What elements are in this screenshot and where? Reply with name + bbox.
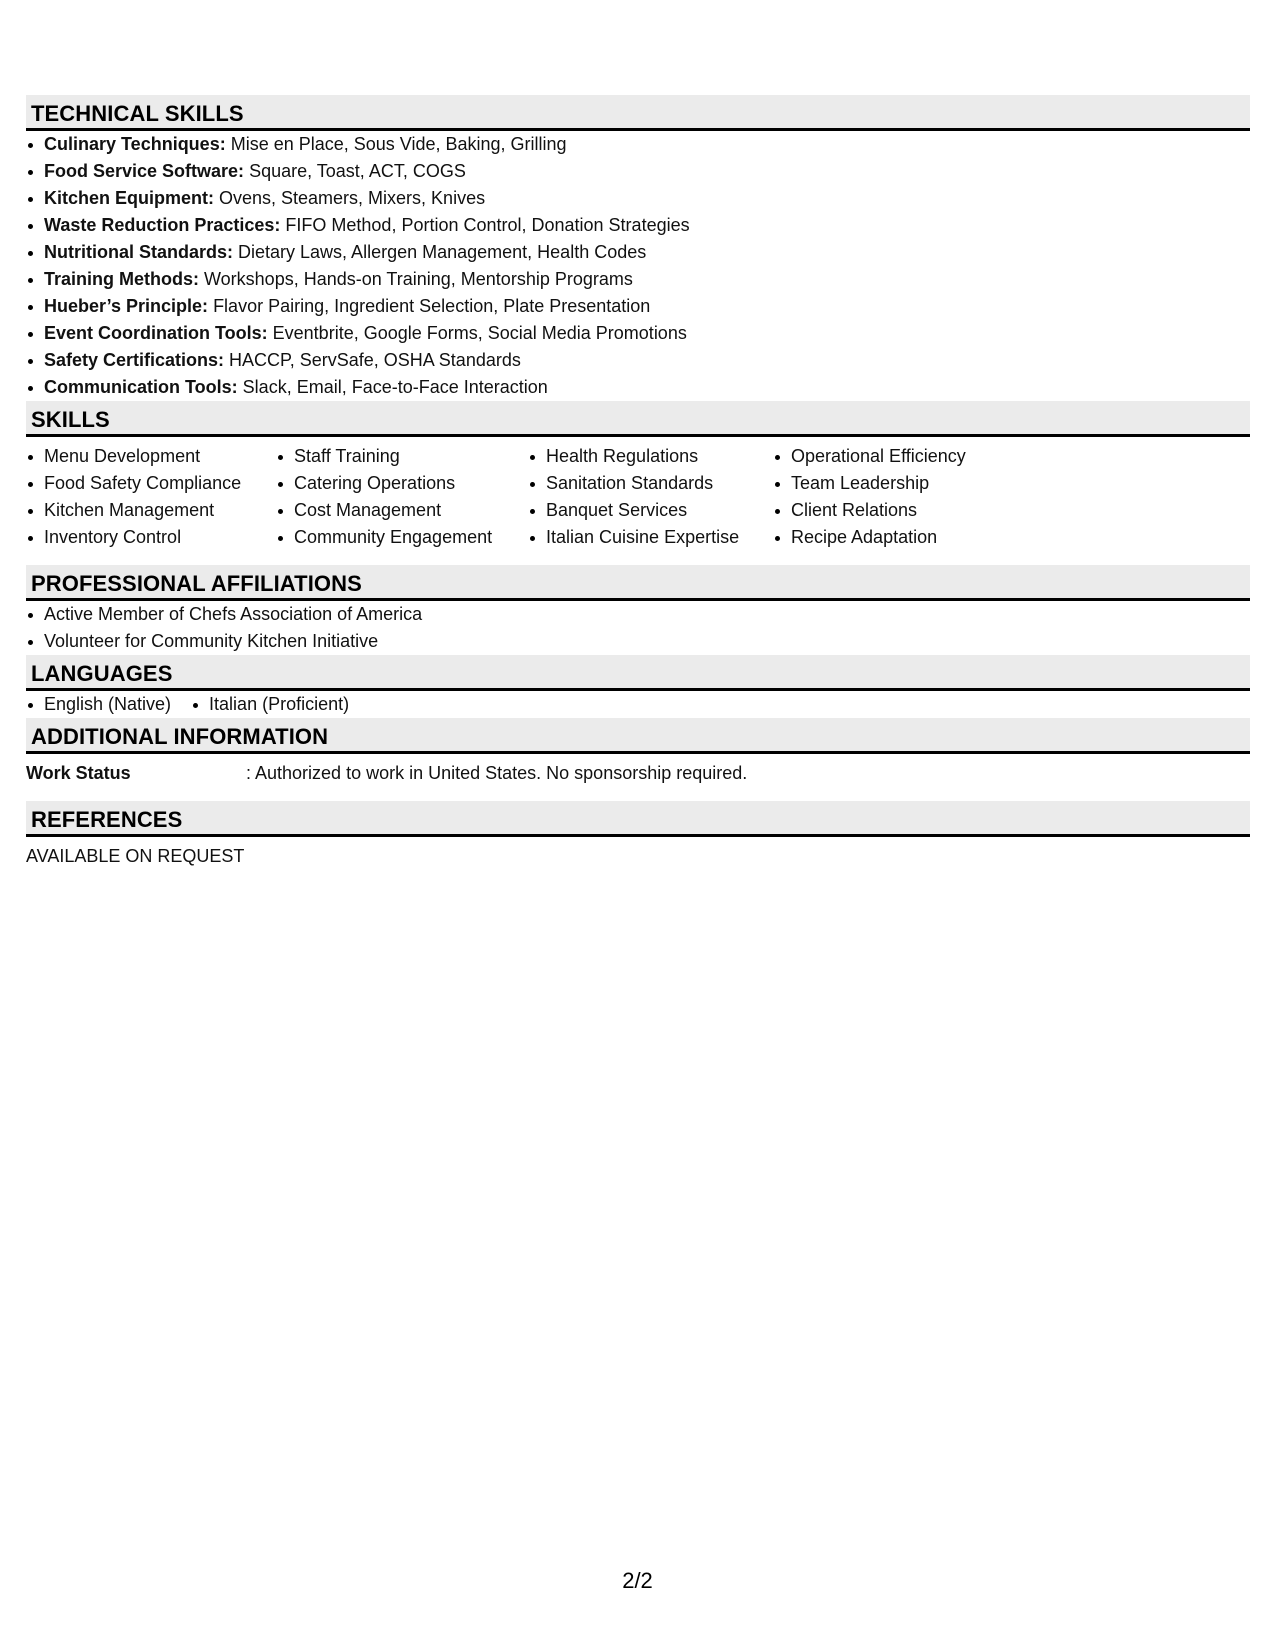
list-item: Sanitation Standards [528,470,773,497]
list-item [26,293,1250,320]
skills-grid [26,437,1250,565]
list-item: Active Member of Chefs Association of America [26,601,1250,628]
work-status-label: Work Status [26,763,131,783]
skill-detail: Slack, Email, Face-to-Face Interaction [237,377,548,397]
list-item [26,239,1250,266]
list-item: Staff Training [276,443,528,470]
skill-detail: Eventbrite, Google Forms, Social Media Promotions [267,323,687,343]
references-text: AVAILABLE ON REQUEST [26,846,245,866]
list-item: Recipe Adaptation [773,524,1033,551]
skills-column [276,443,528,551]
section-heading: ADDITIONAL INFORMATION [26,718,1250,754]
list-item: Catering Operations [276,470,528,497]
list-item: Kitchen Management [26,497,276,524]
skill-term: Event Coordination Tools: [44,323,268,343]
skill-detail: Workshops, Hands-on Training, Mentorship Programs [199,269,633,289]
list-item: Operational Efficiency [773,443,1033,470]
skill-term: Kitchen Equipment: [44,188,214,208]
list-item [26,158,1250,185]
skill-term: Communication Tools: [44,377,238,397]
languages-list [26,691,1250,718]
technical-skills-section [26,95,1250,401]
list-item [26,374,1250,401]
list-item: Food Safety Compliance [26,470,276,497]
skills-column [528,443,773,551]
work-status-row [26,754,1250,801]
list-item: Volunteer for Community Kitchen Initiative [26,628,1250,655]
skill-detail: Square, Toast, ACT, COGS [244,161,466,181]
skill-term: Waste Reduction Practices: [44,215,281,235]
list-item [26,320,1250,347]
section-heading: REFERENCES [26,801,1250,837]
list-item [26,347,1250,374]
resume-page [26,95,1250,870]
skill-term: Hueber’s Principle: [44,296,209,316]
references-section [26,801,1250,870]
additional-info-section [26,718,1250,801]
list-item: Health Regulations [528,443,773,470]
list-item [26,266,1250,293]
skill-term: Training Methods: [44,269,199,289]
skill-term: Culinary Techniques: [44,134,226,154]
section-heading: TECHNICAL SKILLS [26,95,1250,131]
list-item [26,212,1250,239]
skills-column [26,443,276,551]
skill-term: Nutritional Standards: [44,242,234,262]
list-item: English (Native) [26,691,171,718]
skills-section [26,401,1250,565]
work-status-value: : Authorized to work in United States. No sponsorship required. [246,763,748,783]
skill-detail: Ovens, Steamers, Mixers, Knives [214,188,486,208]
languages-section [26,655,1250,718]
list-item: Menu Development [26,443,276,470]
skill-detail: HACCP, ServSafe, OSHA Standards [224,350,521,370]
affiliations-section [26,565,1250,655]
skill-detail: Dietary Laws, Allergen Management, Health Codes [233,242,647,262]
list-item [26,185,1250,212]
skill-detail: FIFO Method, Portion Control, Donation Strategies [280,215,690,235]
skill-detail: Flavor Pairing, Ingredient Selection, Plate Presentation [208,296,651,316]
skill-term: Safety Certifications: [44,350,225,370]
list-item: Italian (Proficient) [191,691,349,718]
list-item: Cost Management [276,497,528,524]
list-item: Banquet Services [528,497,773,524]
list-item: Inventory Control [26,524,276,551]
technical-skills-list [26,131,1250,401]
page-number: 2/2 [622,1568,653,1593]
section-heading: SKILLS [26,401,1250,437]
list-item: Community Engagement [276,524,528,551]
list-item: Italian Cuisine Expertise [528,524,773,551]
affiliations-list [26,601,1250,655]
list-item: Team Leadership [773,470,1033,497]
skill-term: Food Service Software: [44,161,245,181]
list-item: Client Relations [773,497,1033,524]
section-heading: LANGUAGES [26,655,1250,691]
list-item [26,131,1250,158]
skill-detail: Mise en Place, Sous Vide, Baking, Grilling [225,134,567,154]
section-heading: PROFESSIONAL AFFILIATIONS [26,565,1250,601]
skills-column [773,443,1033,551]
